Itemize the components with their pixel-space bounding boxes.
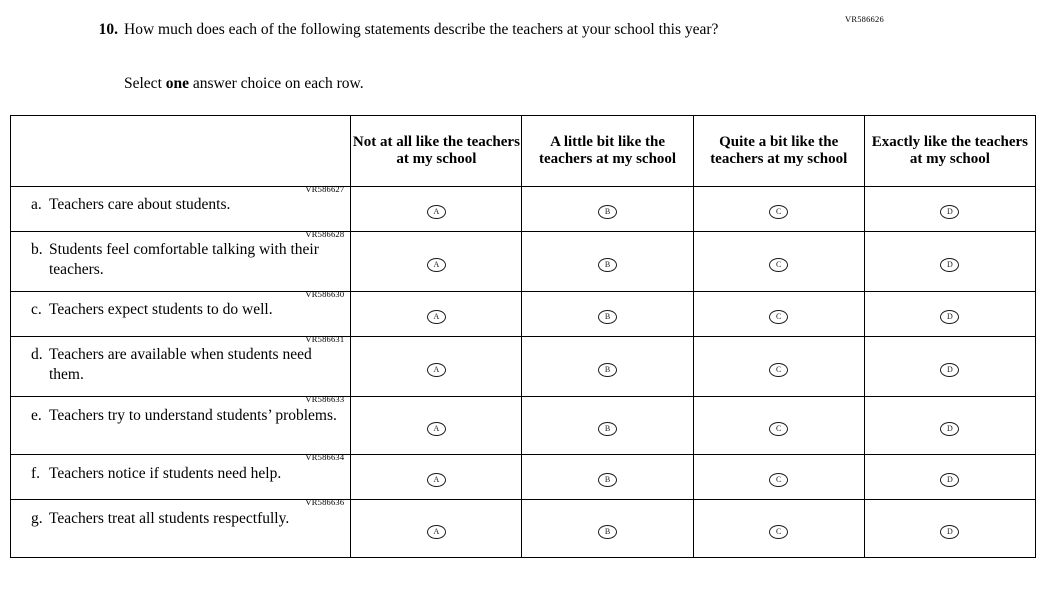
option-cell-b-3[interactable] — [693, 232, 864, 292]
option-cell-e-4[interactable] — [864, 397, 1035, 455]
bubble-icon[interactable]: C — [769, 205, 788, 219]
grid-header-option-1: Not at all like the teachers at my school — [351, 116, 522, 187]
statement-cell-a — [11, 184, 351, 232]
option-cell-g-4[interactable] — [864, 500, 1035, 558]
option-cell-d-3[interactable] — [693, 337, 864, 397]
table-row — [11, 292, 1036, 337]
statement-cell-c — [11, 289, 351, 337]
statement-letter-b: b. — [31, 241, 43, 259]
statement-cell-f — [11, 452, 351, 500]
statement-label-d: Teachers are available when students need them. — [49, 346, 312, 383]
bubble-icon[interactable]: A — [427, 258, 446, 272]
statement-cell-g — [11, 497, 351, 558]
grid-header-option-4: Exactly like the teachers at my school — [864, 116, 1035, 187]
grid-header-blank — [11, 116, 351, 187]
bubble-icon[interactable]: B — [598, 422, 617, 436]
bubble-icon[interactable]: B — [598, 473, 617, 487]
option-cell-f-3[interactable] — [693, 455, 864, 500]
bubble-icon[interactable]: B — [598, 363, 617, 377]
bubble-icon[interactable]: D — [940, 422, 959, 436]
question-number: 10. — [98, 21, 118, 38]
statement-letter-a: a. — [31, 196, 42, 214]
question-text: How much does each of the following statements describe the teachers at your school this year? — [124, 21, 719, 38]
instruction-text — [124, 75, 364, 93]
option-cell-g-2[interactable] — [522, 500, 693, 558]
option-cell-f-1[interactable] — [351, 455, 522, 500]
statement-id-c: VR586630 — [305, 289, 345, 300]
option-cell-b-4[interactable] — [864, 232, 1035, 292]
bubble-icon[interactable]: C — [769, 525, 788, 539]
bubble-icon[interactable]: B — [598, 525, 617, 539]
response-grid — [10, 115, 1036, 558]
table-row — [11, 397, 1036, 455]
bubble-icon[interactable]: B — [598, 258, 617, 272]
statement-letter-g: g. — [31, 509, 43, 527]
statement-letter-c: c. — [31, 301, 42, 319]
option-cell-a-1[interactable] — [351, 187, 522, 232]
statement-id-e: VR586633 — [305, 394, 345, 405]
question-header — [88, 20, 808, 41]
statement-label-a: Teachers care about students. — [49, 196, 231, 214]
statement-id-a: VR586627 — [305, 184, 345, 194]
bubble-icon[interactable]: D — [940, 205, 959, 219]
bubble-icon[interactable]: C — [769, 363, 788, 377]
option-cell-f-4[interactable] — [864, 455, 1035, 500]
bubble-icon[interactable]: C — [769, 258, 788, 272]
statement-id-g: VR586636 — [305, 497, 345, 508]
instruction-emphasis: one — [165, 75, 189, 92]
option-cell-f-2[interactable] — [522, 455, 693, 500]
bubble-icon[interactable]: D — [940, 363, 959, 377]
table-row — [11, 500, 1036, 558]
statement-letter-e: e. — [31, 406, 42, 424]
table-row — [11, 232, 1036, 292]
option-cell-e-3[interactable] — [693, 397, 864, 455]
option-cell-e-1[interactable] — [351, 397, 522, 455]
statement-label-b: Students feel comfortable talking with their teachers. — [49, 241, 319, 278]
option-cell-d-1[interactable] — [351, 337, 522, 397]
table-row — [11, 455, 1036, 500]
instruction-suffix: answer choice on each row. — [189, 75, 364, 92]
statement-id-d: VR586631 — [305, 334, 345, 345]
statement-id-f: VR586634 — [305, 452, 345, 463]
table-row — [11, 337, 1036, 397]
bubble-icon[interactable]: A — [427, 473, 446, 487]
option-cell-a-3[interactable] — [693, 187, 864, 232]
statement-label-g: Teachers treat all students respectfully. — [49, 509, 290, 527]
instruction-prefix: Select — [124, 75, 166, 92]
bubble-icon[interactable]: D — [940, 258, 959, 272]
option-cell-c-2[interactable] — [522, 292, 693, 337]
bubble-icon[interactable]: C — [769, 310, 788, 324]
statement-cell-e — [11, 394, 351, 455]
option-cell-a-4[interactable] — [864, 187, 1035, 232]
bubble-icon[interactable]: B — [598, 205, 617, 219]
bubble-icon[interactable]: A — [427, 525, 446, 539]
bubble-icon[interactable]: D — [940, 525, 959, 539]
bubble-icon[interactable]: B — [598, 310, 617, 324]
bubble-icon[interactable]: A — [427, 422, 446, 436]
statement-label-f: Teachers notice if students need help. — [49, 464, 282, 482]
option-cell-d-2[interactable] — [522, 337, 693, 397]
statement-letter-f: f. — [31, 464, 41, 482]
option-cell-c-4[interactable] — [864, 292, 1035, 337]
statement-label-e: Teachers try to understand students’ problems. — [49, 406, 337, 424]
statement-label-c: Teachers expect students to do well. — [49, 301, 273, 319]
grid-header-option-3: Quite a bit like the teachers at my school — [693, 116, 864, 187]
table-row — [11, 187, 1036, 232]
grid-header-row — [11, 116, 1036, 187]
bubble-icon[interactable]: D — [940, 473, 959, 487]
bubble-icon[interactable]: A — [427, 363, 446, 377]
statement-id-b: VR586628 — [305, 229, 345, 239]
statement-cell-d — [11, 334, 351, 397]
option-cell-g-3[interactable] — [693, 500, 864, 558]
option-cell-c-3[interactable] — [693, 292, 864, 337]
grid-header-option-2: A little bit like the teachers at my school — [522, 116, 693, 187]
bubble-icon[interactable]: C — [769, 422, 788, 436]
bubble-icon[interactable]: A — [427, 310, 446, 324]
option-cell-c-1[interactable] — [351, 292, 522, 337]
bubble-icon[interactable]: D — [940, 310, 959, 324]
option-cell-e-2[interactable] — [522, 397, 693, 455]
option-cell-a-2[interactable] — [522, 187, 693, 232]
option-cell-b-2[interactable] — [522, 232, 693, 292]
bubble-icon[interactable]: C — [769, 473, 788, 487]
statement-cell-b — [11, 229, 351, 292]
bubble-icon[interactable]: A — [427, 205, 446, 219]
option-cell-b-1[interactable] — [351, 232, 522, 292]
option-cell-d-4[interactable] — [864, 337, 1035, 397]
option-cell-g-1[interactable] — [351, 500, 522, 558]
statement-letter-d: d. — [31, 346, 43, 364]
page-barcode-id: VR586626 — [845, 14, 884, 24]
